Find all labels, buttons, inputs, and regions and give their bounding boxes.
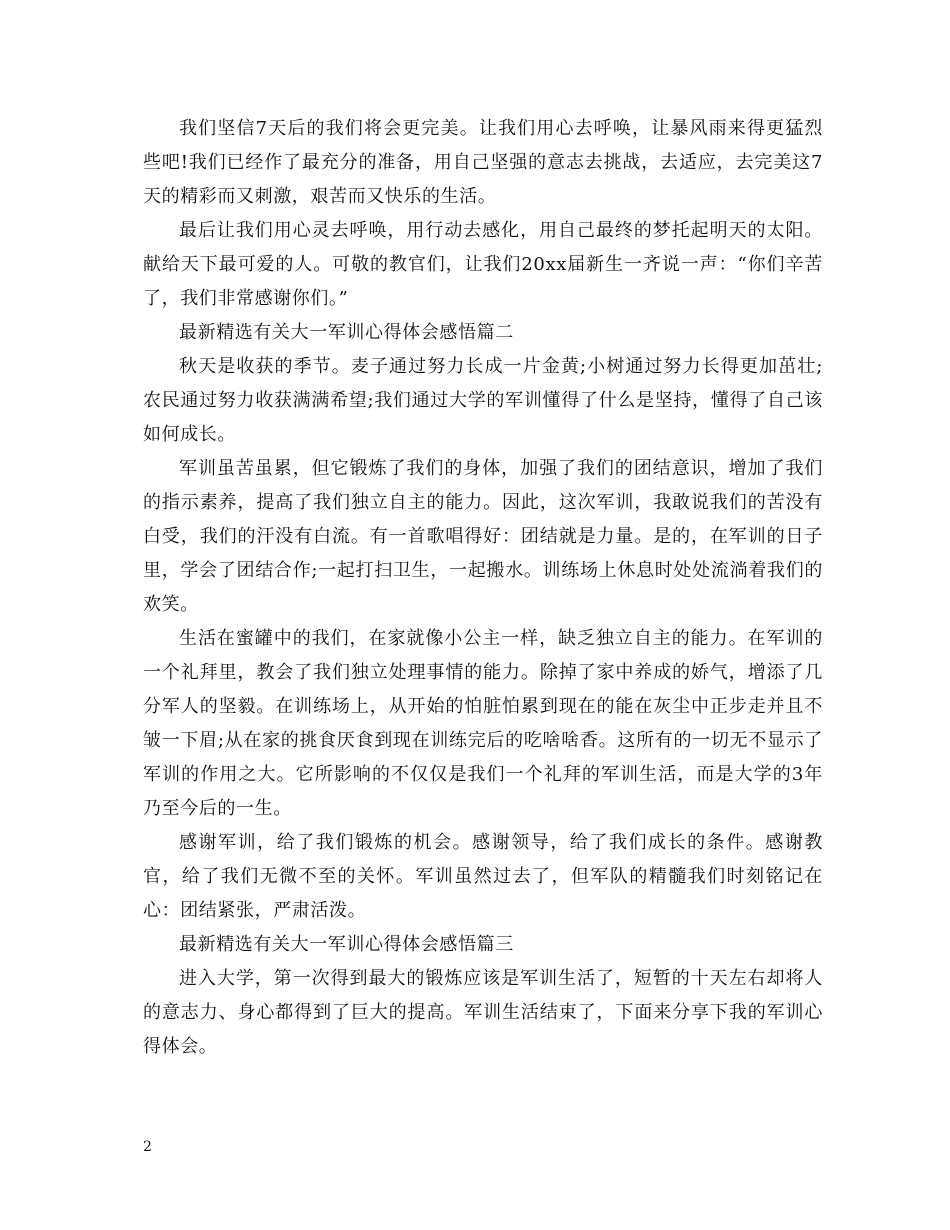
page-number: 2 [143,1139,152,1155]
section-heading-3: 最新精选有关大一军训心得体会感悟篇三 [179,934,514,955]
paragraph-4: 军训虽苦虽累，但它锻炼了我们的身体，加强了我们的团结意识，增加了我们的指示素养，提高了我们独立自主的能力。因此，这次军训，我敢说我们的苦没有白受，我们的汗没有白流。有一首歌唱得好：团结就是力量。是的，在军训的日子里，学会了团结合作;一起打扫卫生，一起搬水。训练场上休息时处处流淌着我们的欢笑。 [143,458,823,615]
paragraph-6: 感谢军训，给了我们锻炼的机会。感谢领导，给了我们成长的条件。感谢教官，给了我们无微不至的关怀。军训虽然过去了，但军队的精髓我们时刻铭记在心：团结紧张，严肃活泼。 [143,832,823,921]
paragraph-3: 秋天是收获的季节。麦子通过努力长成一片金黄;小树通过努力长得更加茁壮;农民通过努力收获满满希望;我们通过大学的军训懂得了什么是坚持，懂得了自己该如何成长。 [143,356,823,445]
paragraph-5: 生活在蜜罐中的我们，在家就像小公主一样，缺乏独立自主的能力。在军训的一个礼拜里，教会了我们独立处理事情的能力。除掉了家中养成的娇气，增添了几分军人的坚毅。在训练场上，从开始的怕脏怕累到现在的能在灰尘中正步走并且不皱一下眉;从在家的挑食厌食到现在训练完后的吃啥啥香。这所有的一切无不显示了军训的作用之大。它所影响的不仅仅是我们一个礼拜的军训生活，而是大学的3年乃至今后的一生。 [143,628,823,819]
paragraph-2: 最后让我们用心灵去呼唤，用行动去感化，用自己最终的梦托起明天的太阳。献给天下最可爱的人。可敬的教官们，让我们20xx届新生一齐说一声：“你们辛苦了，我们非常感谢你们。” [143,220,823,309]
document-body [143,112,823,1064]
paragraph-1: 我们坚信7天后的我们将会更完美。让我们用心去呼唤，让暴风雨来得更猛烈些吧!我们已经作了最充分的准备，用自己坚强的意志去挑战，去适应，去完美这7天的精彩而又刺激，艰苦而又快乐的生活。 [143,118,823,207]
section-heading-2: 最新精选有关大一军训心得体会感悟篇二 [179,322,514,343]
paragraph-7: 进入大学，第一次得到最大的锻炼应该是军训生活了，短暂的十天左右却将人的意志力、身心都得到了巨大的提高。军训生活结束了，下面来分享下我的军训心得体会。 [143,968,823,1057]
